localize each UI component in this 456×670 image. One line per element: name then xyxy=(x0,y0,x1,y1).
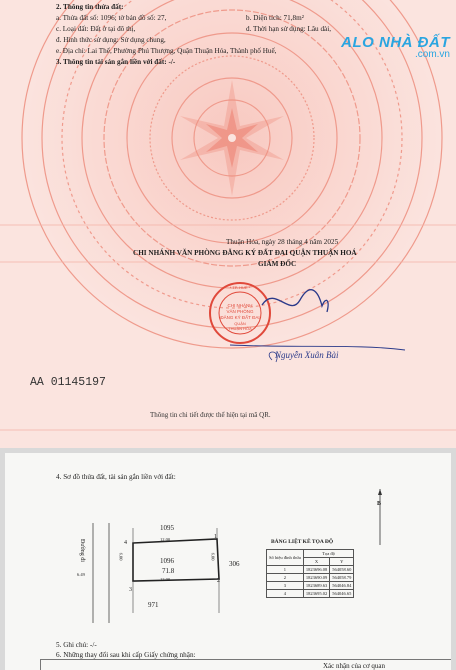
watermark xyxy=(341,34,450,60)
plot-area: 71.8 xyxy=(162,567,175,575)
coords-header-x: X xyxy=(303,558,329,566)
cell: 1 xyxy=(267,566,304,574)
left-offset: 6.49 xyxy=(77,572,85,577)
plot-number: 1096 xyxy=(160,557,174,565)
right-length: 6.00 xyxy=(210,552,216,561)
left-length: 6.00 xyxy=(118,552,124,561)
coords-header-y: Y xyxy=(330,558,354,566)
coords-table xyxy=(266,549,354,598)
section-6-changes: 6. Những thay đổi sau khi cấp Giấy chứng nhận: xyxy=(56,651,196,659)
parcel-address: e. Địa chỉ: Lai Thế, Phường Phú Thượng, Quận Thuận Hóa, Thành phố Huế, xyxy=(56,47,277,55)
svg-text:CHI NHÁNH: CHI NHÁNH xyxy=(227,303,253,308)
watermark-brand: ALO NHÀ ĐẤT xyxy=(341,34,450,51)
svg-text:* TP. HUẾ *: * TP. HUẾ * xyxy=(229,285,251,290)
svg-text:QUẬN: QUẬN xyxy=(234,321,246,326)
cell: 4 xyxy=(267,590,304,598)
corner-4: 4 xyxy=(124,540,127,546)
section-4-title: 4. Sơ đồ thửa đất, tài sản gắn liền với đất: xyxy=(56,473,176,481)
table-row xyxy=(267,590,354,598)
north-label: B xyxy=(377,501,382,507)
usage-duration: d. Thời hạn sử dụng: Lâu dài, xyxy=(246,25,332,33)
corner-3: 3 xyxy=(129,587,132,593)
corner-1: 1 xyxy=(214,534,217,540)
certificate-page-2 xyxy=(5,453,451,670)
coords-header-group: Tọa độ xyxy=(303,550,354,558)
cell: 1823696.08 xyxy=(303,566,329,574)
director-title: GIÁM ĐỐC xyxy=(258,260,297,268)
neighbor-bottom: 971 xyxy=(148,601,159,609)
plot-boundary xyxy=(133,539,219,581)
cell: 564046.84 xyxy=(330,582,354,590)
land-type: c. Loại đất: Đất ở tại đô thị, xyxy=(56,25,136,33)
parcel-area: b. Diện tích: 71,8m² xyxy=(246,14,304,22)
table-row xyxy=(267,582,354,590)
cell: 1823690.09 xyxy=(303,574,329,582)
neighbor-top: 1095 xyxy=(160,524,174,532)
issuing-office: CHI NHÁNH VĂN PHÒNG ĐĂNG KÝ ĐẤT ĐAI QUẬN THUẬN HOÁ xyxy=(133,249,357,257)
signer-name: Nguyễn Xuân Bài xyxy=(275,350,339,360)
issue-date: Thuận Hóa, ngày 28 tháng 4 năm 2025 xyxy=(226,238,339,246)
certificate-serial: AA 01145197 xyxy=(30,376,106,389)
road-label: Đường đi xyxy=(79,539,85,562)
watermark-domain: .com.vn xyxy=(414,49,450,60)
coords-table-title: BẢNG LIỆT KÊ TỌA ĐỘ xyxy=(271,539,334,545)
neighbor-right: 306 xyxy=(229,560,240,568)
cell: 564058.79 xyxy=(330,574,354,582)
section-5-note: 5. Ghi chú: -/- xyxy=(56,641,97,649)
bottom-length: 12.00 xyxy=(160,577,171,582)
cell: 564046.65 xyxy=(330,590,354,598)
svg-text:ĐĂNG KÝ ĐẤT ĐAI: ĐĂNG KÝ ĐẤT ĐAI xyxy=(220,315,260,320)
usage-form: đ. Hình thức sử dụng: Sử dụng chung, xyxy=(56,36,166,44)
cell: 2 xyxy=(267,574,304,582)
table-row xyxy=(267,566,354,574)
table-row xyxy=(267,574,354,582)
top-length: 12.00 xyxy=(160,537,171,542)
section-3-title: 3. Thông tin tài sản gắn liền với đất: -/- xyxy=(56,58,176,66)
cell: 1823689.63 xyxy=(303,582,329,590)
cell: 3 xyxy=(267,582,304,590)
parcel-number: a. Thửa đất số: 1096; tờ bản đồ số: 27, xyxy=(56,14,167,22)
north-arrow-icon xyxy=(373,487,387,547)
cell: 564058.60 xyxy=(330,566,354,574)
changes-table xyxy=(40,659,451,670)
section-2-title: 2. Thông tin thửa đất: xyxy=(56,3,124,11)
confirm-header: Xác nhận của cơ quan xyxy=(323,662,386,670)
cell: 1823695.02 xyxy=(303,590,329,598)
corner-2: 2 xyxy=(217,578,220,584)
official-seal xyxy=(210,283,270,343)
coords-header-no: Số hiệu đỉnh thửa xyxy=(267,550,304,566)
svg-text:VĂN PHÒNG: VĂN PHÒNG xyxy=(226,309,254,314)
qr-note: Thông tin chi tiết được thể hiện tại mã QR. xyxy=(150,411,271,419)
svg-text:THUẬN HÓA: THUẬN HÓA xyxy=(228,326,252,331)
